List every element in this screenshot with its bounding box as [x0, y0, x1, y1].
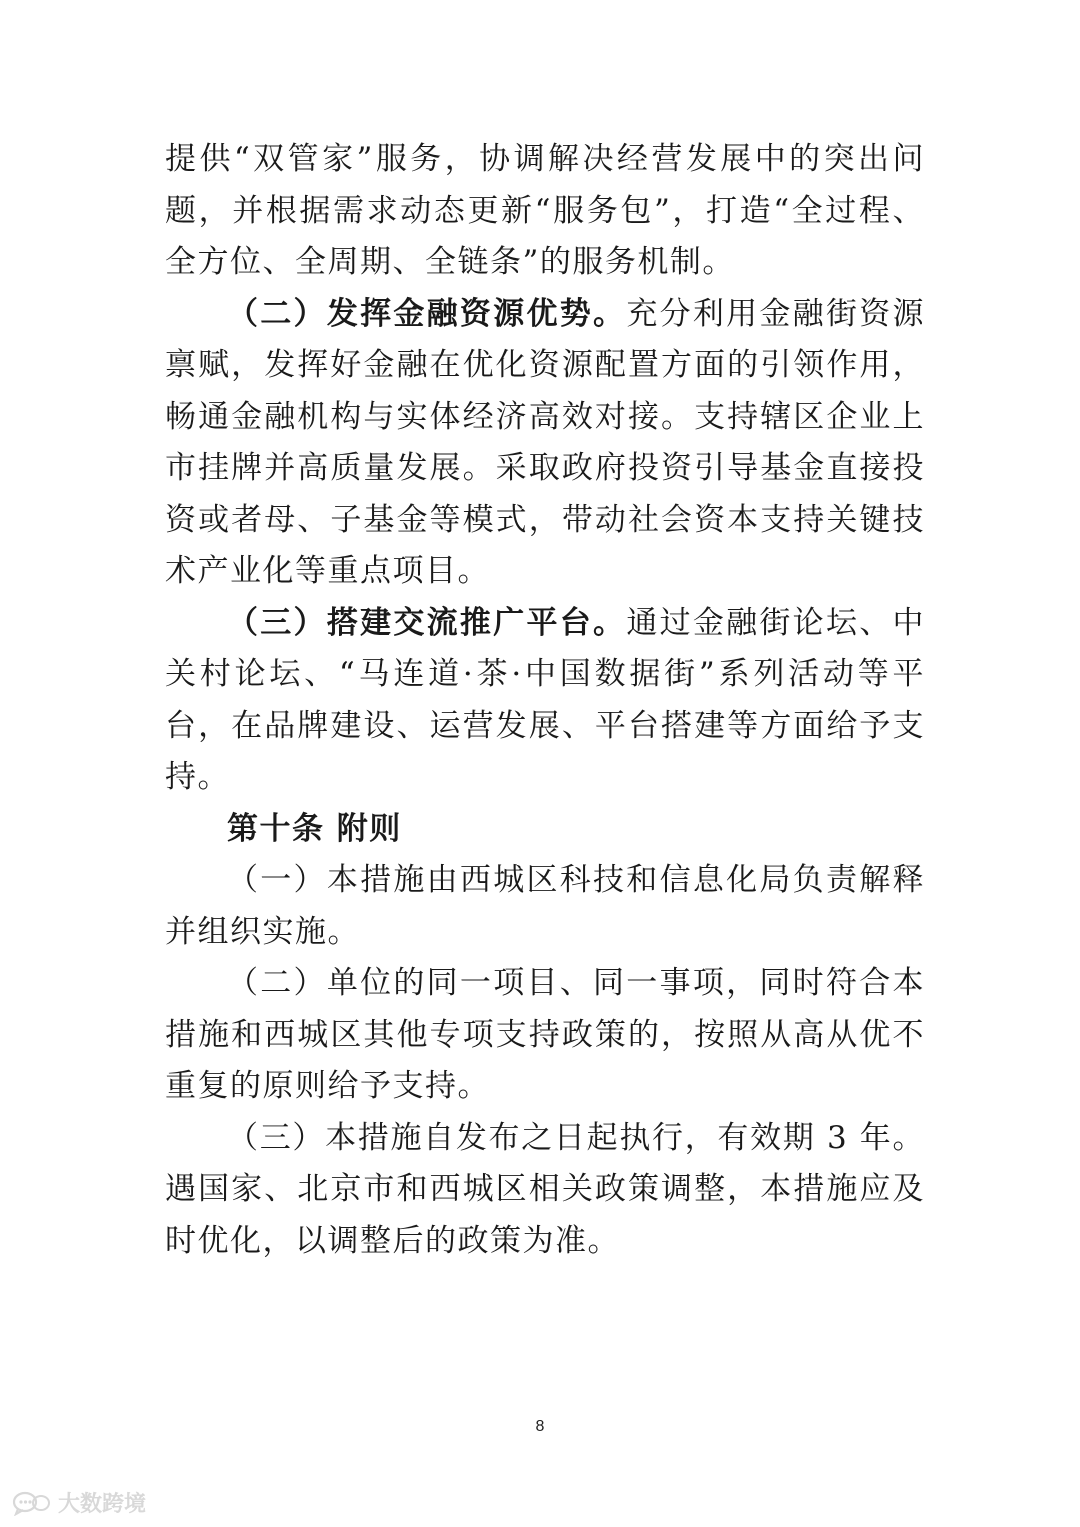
- paragraph-text: 充分利用金融街资源禀赋，发挥好金融在优化资源配置方面的引领作用，畅通金融机构与实体经济高效对接。支持辖区企业上市挂牌并高质量发展。采取政府投资引导基金直接投资或者母、子基金等模式，带动社会资本支持关键技术产业化等重点项目。: [165, 295, 926, 589]
- paragraph-continued: [165, 134, 925, 289]
- article-item-effective-date: [165, 1113, 925, 1268]
- watermark: [12, 1487, 146, 1518]
- section-heading: （三）搭建交流推广平台。: [227, 604, 627, 641]
- page-number: 8: [535, 1418, 545, 1435]
- paragraph-exchange-platform: [165, 598, 925, 804]
- article-item-interpretation: [165, 855, 925, 958]
- watermark-text: 大数跨境: [58, 1492, 147, 1517]
- paragraph-text: 通过金融街论坛、中关村论坛、“马连道·茶·中国数据街”系列活动等平台，在品牌建设、运营发展、平台搭建等方面给予支持。: [165, 604, 926, 795]
- article-item-no-duplicate: [165, 958, 925, 1113]
- paragraph-text: （三）本措施自发布之日起执行，有效期 3 年。遇国家、北京市和西城区相关政策调整，本措施应及时优化，以调整后的政策为准。: [165, 1119, 925, 1259]
- paragraph-text: （一）本措施由西城区科技和信息化局负责解释并组织实施。: [165, 862, 925, 950]
- paragraph-financial-resources: [165, 289, 925, 598]
- paragraph-text: 提供“双管家”服务，协调解决经营发展中的突出问题，并根据需求动态更新“服务包”，打造“全过程、全方位、全周期、全链条”的服务机制。: [165, 141, 925, 280]
- paragraph-text: （二）单位的同一项目、同一事项，同时符合本措施和西城区其他专项支持政策的，按照从高从优不重复的原则给予支持。: [165, 965, 925, 1104]
- article-title: 第十条 附则: [227, 810, 402, 847]
- section-heading: （二）发挥金融资源优势。: [227, 295, 627, 332]
- document-body: [165, 134, 925, 1267]
- chat-bubble-logo-icon: [12, 1490, 52, 1516]
